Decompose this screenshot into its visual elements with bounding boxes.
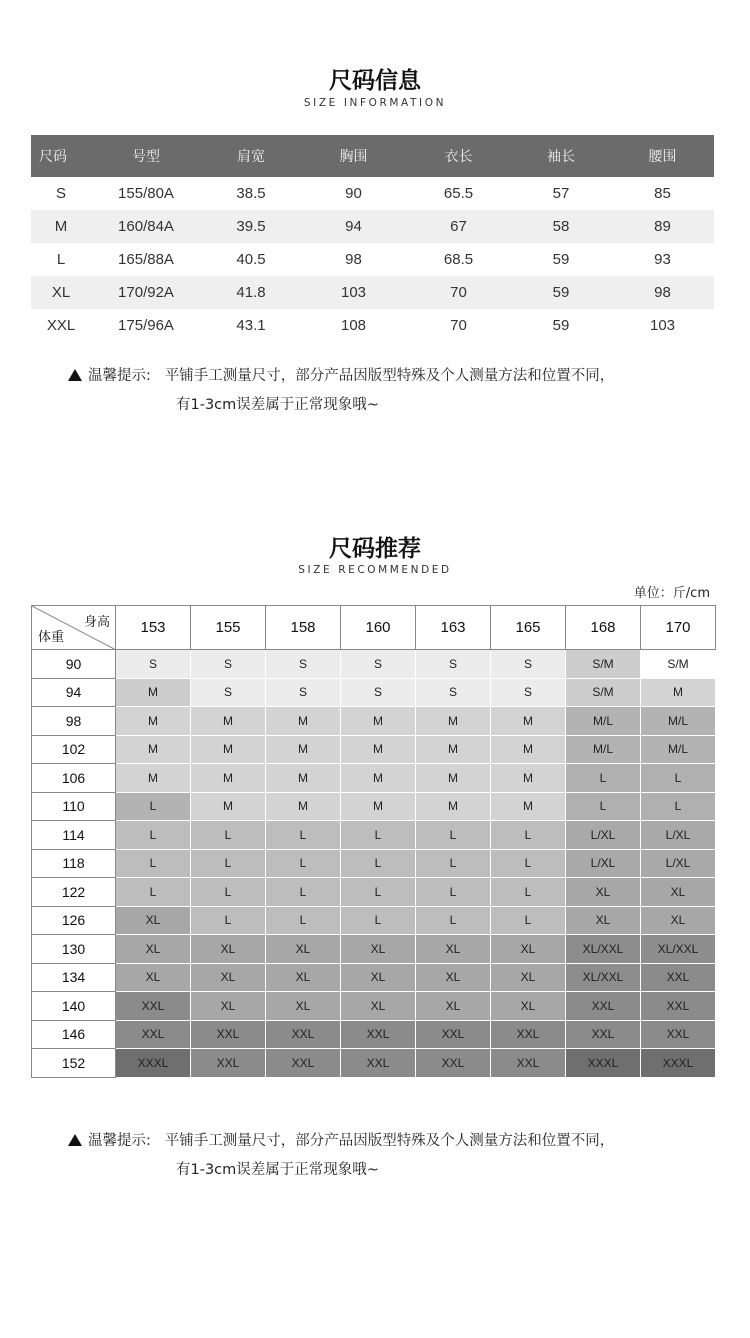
table-cell: 170/92A <box>91 276 201 309</box>
table-cell: 65.5 <box>443 185 474 202</box>
size-cell: M/L <box>641 735 716 764</box>
size-cell: M <box>266 707 341 736</box>
size-cell: M <box>416 707 491 736</box>
table-row <box>32 1049 716 1078</box>
column-header: 衣长 <box>406 135 511 177</box>
size-cell: M <box>341 735 416 764</box>
size-cell: L <box>341 906 416 935</box>
size-cell: XXXL <box>116 1049 191 1078</box>
size-cell: XL <box>641 906 716 935</box>
table-cell: 70 <box>450 317 467 334</box>
size-cell: XXL <box>566 1020 641 1049</box>
table-cell: 108 <box>340 317 367 334</box>
size-cell: L <box>191 821 266 850</box>
table-cell: 58 <box>511 210 611 243</box>
weight-cell: 94 <box>32 678 116 707</box>
table-cell: 41.8 <box>201 276 301 309</box>
weight-cell: 122 <box>32 878 116 907</box>
tip-line2: 有1-3cm误差属于正常现象哦~ <box>176 397 379 413</box>
size-cell: M <box>491 764 566 793</box>
table-cell: 38.5 <box>236 185 266 202</box>
size-cell: M <box>266 764 341 793</box>
size-cell: XXL <box>341 1020 416 1049</box>
size-cell: M <box>491 792 566 821</box>
size-cell: XXL <box>416 1020 491 1049</box>
table-cell: 103 <box>301 276 406 309</box>
weight-cell: 146 <box>32 1020 116 1049</box>
size-cell: S <box>191 678 266 707</box>
size-cell: S <box>341 678 416 707</box>
size-cell: XXXL <box>566 1049 641 1078</box>
weight-cell: 130 <box>32 935 116 964</box>
table-cell: 93 <box>654 251 671 268</box>
tip-note <box>68 362 614 420</box>
table-cell: 98 <box>345 251 362 268</box>
size-cell: XL/XXL <box>566 963 641 992</box>
size-cell: M <box>116 678 191 707</box>
table-row <box>32 821 716 850</box>
size-cell: XL <box>266 935 341 964</box>
size-cell: S <box>491 650 566 679</box>
tip-line2: 有1-3cm误差属于正常现象哦~ <box>176 1162 379 1178</box>
size-cell: S/M <box>641 650 716 679</box>
size-cell: L <box>116 821 191 850</box>
table-cell: 103 <box>649 317 676 334</box>
table-cell: 90 <box>345 185 362 202</box>
size-cell: XL <box>116 935 191 964</box>
column-header: 腰围 <box>611 135 714 177</box>
table-row <box>31 276 714 309</box>
table-row <box>32 678 716 707</box>
size-cell: XXL <box>491 1020 566 1049</box>
size-cell: XXL <box>341 1049 416 1078</box>
size-cell: XXL <box>191 1049 266 1078</box>
table-cell: 165/88A <box>118 251 174 268</box>
table-cell: 175/96A <box>118 317 174 334</box>
table-cell: 155/80A <box>118 185 174 202</box>
table-cell: 40.5 <box>236 251 266 268</box>
size-cell: S <box>116 650 191 679</box>
size-cell: XL/XXL <box>641 935 716 964</box>
size-cell: L <box>491 878 566 907</box>
size-cell: S <box>341 650 416 679</box>
size-cell: M <box>341 707 416 736</box>
size-cell: XL <box>491 963 566 992</box>
table-row <box>32 792 716 821</box>
table-cell: 57 <box>552 185 570 202</box>
table-cell: 160/84A <box>91 210 201 243</box>
size-cell: XXL <box>191 1020 266 1049</box>
size-info-title: 尺码信息 <box>329 68 421 94</box>
table-cell: 98 <box>611 276 714 309</box>
size-cell: XL <box>266 992 341 1021</box>
size-cell: XL <box>191 935 266 964</box>
size-cell: L <box>641 792 716 821</box>
column-header: 号型 <box>91 135 201 177</box>
weight-cell: 126 <box>32 906 116 935</box>
size-cell: XL <box>191 992 266 1021</box>
size-cell: M <box>491 735 566 764</box>
size-cell: M <box>191 792 266 821</box>
table-cell: 59 <box>552 317 570 334</box>
table-cell: 67 <box>406 210 511 243</box>
tip-line1: 平铺手工测量尺寸，部分产品因版型特殊及个人测量方法和位置不同， <box>164 368 615 384</box>
table-row <box>32 849 716 878</box>
weight-cell: 134 <box>32 963 116 992</box>
size-cell: XL <box>116 906 191 935</box>
table-cell: 94 <box>301 210 406 243</box>
size-cell: M <box>191 707 266 736</box>
size-cell: L/XL <box>566 849 641 878</box>
corner-cell <box>32 606 116 650</box>
tip-line1: 平铺手工测量尺寸，部分产品因版型特殊及个人测量方法和位置不同， <box>164 1133 615 1149</box>
size-cell: S/M <box>566 650 641 679</box>
size-cell: XXL <box>491 1049 566 1078</box>
size-cell: XL <box>341 935 416 964</box>
size-cell: M <box>341 792 416 821</box>
table-row <box>31 309 714 342</box>
size-cell: M <box>341 764 416 793</box>
size-cell: L <box>266 849 341 878</box>
size-cell: M <box>491 707 566 736</box>
table-cell: L <box>56 251 66 268</box>
size-cell: L <box>341 878 416 907</box>
table-row <box>32 963 716 992</box>
size-cell: M <box>191 764 266 793</box>
table-cell: 70 <box>406 276 511 309</box>
height-label: 身高 <box>83 614 110 629</box>
size-cell: L <box>191 878 266 907</box>
size-cell: L <box>491 821 566 850</box>
size-cell: S <box>266 650 341 679</box>
size-cell: L <box>266 878 341 907</box>
size-cell: L <box>116 792 191 821</box>
size-cell: XL <box>416 992 491 1021</box>
weight-cell: 118 <box>32 849 116 878</box>
size-cell: M <box>416 792 491 821</box>
size-cell: XL <box>491 992 566 1021</box>
table-cell: 89 <box>611 210 714 243</box>
size-cell: XXL <box>641 963 716 992</box>
weight-cell: 106 <box>32 764 116 793</box>
size-cell: M <box>116 707 191 736</box>
size-cell: M <box>266 792 341 821</box>
size-cell: L <box>416 821 491 850</box>
size-cell: XL <box>491 935 566 964</box>
table-cell: M <box>31 210 91 243</box>
size-cell: XL <box>116 963 191 992</box>
table-row <box>32 878 716 907</box>
size-cell: S <box>416 678 491 707</box>
tip-label: 温馨提示: <box>88 1133 151 1149</box>
size-cell: L <box>491 849 566 878</box>
size-cell: XXL <box>566 992 641 1021</box>
height-header: 158 <box>266 606 341 650</box>
size-recommend-table <box>31 605 716 1078</box>
height-header: 165 <box>491 606 566 650</box>
size-cell: M/L <box>641 707 716 736</box>
size-cell: XL <box>191 963 266 992</box>
size-cell: L <box>116 878 191 907</box>
size-cell: XL <box>416 963 491 992</box>
size-cell: L/XL <box>641 821 716 850</box>
size-cell: M <box>641 678 716 707</box>
size-cell: XL <box>416 935 491 964</box>
table-row <box>32 764 716 793</box>
table-cell: 43.1 <box>236 317 266 334</box>
size-cell: XXL <box>266 1049 341 1078</box>
size-cell: L <box>191 906 266 935</box>
column-header: 肩宽 <box>201 135 301 177</box>
size-cell: XXL <box>116 992 191 1021</box>
table-header <box>32 606 716 650</box>
size-cell: L <box>416 906 491 935</box>
size-cell: S <box>266 678 341 707</box>
size-cell: L <box>491 906 566 935</box>
height-header: 163 <box>416 606 491 650</box>
size-cell: M/L <box>566 735 641 764</box>
size-cell: M <box>191 735 266 764</box>
size-cell: XXXL <box>641 1049 716 1078</box>
size-cell: M/L <box>566 707 641 736</box>
warning-icon <box>68 1134 82 1146</box>
table-cell: 85 <box>654 185 671 202</box>
size-rec-title: 尺码推荐 <box>329 536 421 562</box>
tip-label: 温馨提示: <box>88 368 151 384</box>
table-row <box>32 906 716 935</box>
size-info-subtitle: SIZE INFORMATION <box>303 97 447 109</box>
table-row <box>32 650 716 679</box>
size-cell: L/XL <box>641 849 716 878</box>
table-cell: XL <box>31 276 91 309</box>
weight-cell: 114 <box>32 821 116 850</box>
size-cell: S <box>491 678 566 707</box>
size-cell: XXL <box>416 1049 491 1078</box>
table-row <box>32 992 716 1021</box>
size-cell: XL <box>266 963 341 992</box>
size-cell: S/M <box>566 678 641 707</box>
size-cell: L <box>641 764 716 793</box>
table-row <box>32 1020 716 1049</box>
height-header: 155 <box>191 606 266 650</box>
height-header: 170 <box>641 606 716 650</box>
size-cell: XL <box>566 878 641 907</box>
table-row <box>32 735 716 764</box>
size-cell: L <box>341 849 416 878</box>
height-header: 168 <box>566 606 641 650</box>
unit-label: 单位：斤/cm <box>633 586 710 601</box>
size-cell: M <box>416 764 491 793</box>
column-header: 袖长 <box>511 135 611 177</box>
column-header: 胸围 <box>301 135 406 177</box>
weight-label: 体重 <box>38 629 65 644</box>
weight-cell: 102 <box>32 735 116 764</box>
table-cell: 39.5 <box>201 210 301 243</box>
size-info-table <box>31 135 714 342</box>
tip-note-2 <box>68 1127 614 1185</box>
size-cell: L <box>566 792 641 821</box>
weight-cell: 98 <box>32 707 116 736</box>
height-header: 153 <box>116 606 191 650</box>
weight-cell: 140 <box>32 992 116 1021</box>
size-cell: M <box>116 764 191 793</box>
table-row <box>31 177 714 210</box>
size-cell: XXL <box>266 1020 341 1049</box>
table-row <box>31 210 714 243</box>
table-cell: 59 <box>552 251 570 268</box>
size-cell: XXL <box>641 1020 716 1049</box>
size-cell: L <box>266 906 341 935</box>
size-cell: S <box>416 650 491 679</box>
size-cell: L <box>416 878 491 907</box>
size-cell: L <box>566 764 641 793</box>
table-row <box>32 935 716 964</box>
size-cell: XL <box>641 878 716 907</box>
height-header: 160 <box>341 606 416 650</box>
size-cell: M <box>266 735 341 764</box>
size-cell: L <box>341 821 416 850</box>
table-row <box>32 707 716 736</box>
size-cell: L <box>191 849 266 878</box>
size-cell: L <box>416 849 491 878</box>
weight-cell: 110 <box>32 792 116 821</box>
table-cell: XXL <box>46 317 76 334</box>
size-cell: L/XL <box>566 821 641 850</box>
size-cell: S <box>191 650 266 679</box>
size-cell: XL <box>341 992 416 1021</box>
table-cell: S <box>55 185 66 202</box>
size-cell: XXL <box>116 1020 191 1049</box>
column-header: 尺码 <box>31 135 91 177</box>
weight-cell: 152 <box>32 1049 116 1078</box>
size-cell: XL <box>341 963 416 992</box>
size-cell: XL/XXL <box>566 935 641 964</box>
size-cell: M <box>416 735 491 764</box>
table-header <box>31 135 714 177</box>
table-cell: 59 <box>511 276 611 309</box>
warning-icon <box>68 369 82 381</box>
table-cell: 68.5 <box>443 251 474 268</box>
size-cell: L <box>266 821 341 850</box>
size-rec-subtitle: SIZE RECOMMENDED <box>298 564 452 576</box>
size-cell: L <box>116 849 191 878</box>
size-cell: XL <box>566 906 641 935</box>
size-cell: M <box>116 735 191 764</box>
table-row <box>31 243 714 276</box>
weight-cell: 90 <box>32 650 116 679</box>
size-cell: XXL <box>641 992 716 1021</box>
